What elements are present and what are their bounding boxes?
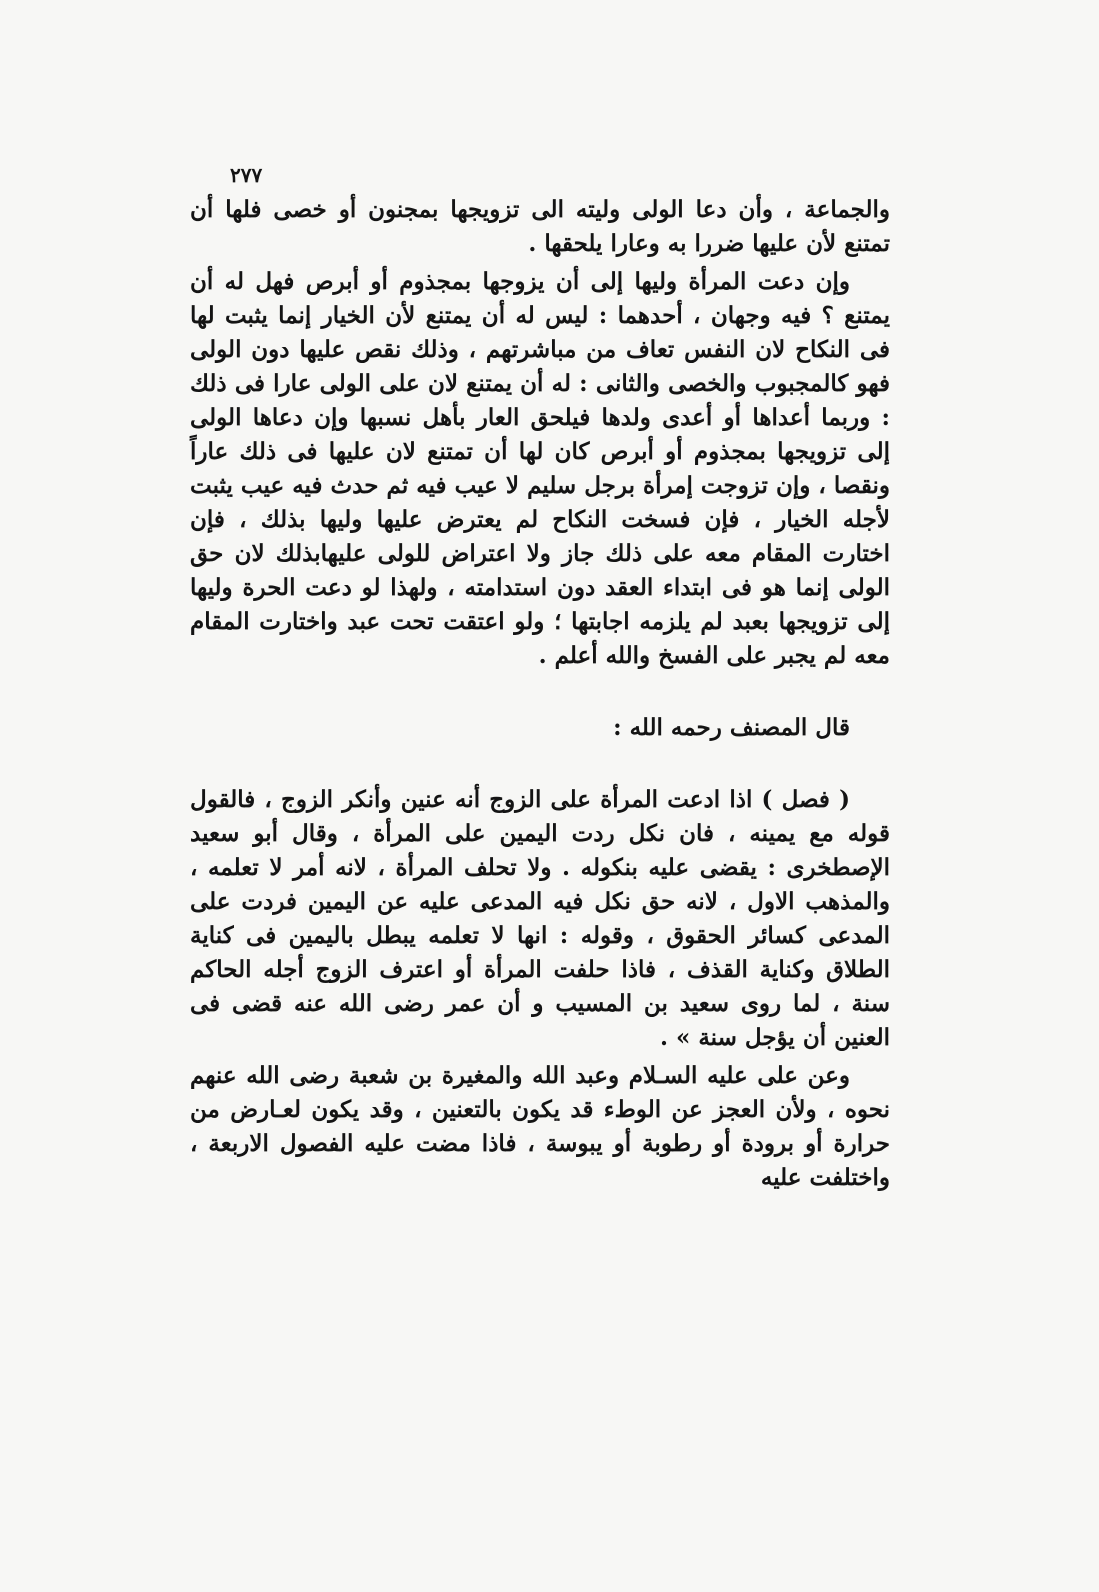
paragraph-2: وإن دعت المرأة وليها إلى أن يزوجها بمجذوم أو أبرص فهل له أن يمتنع ؟ فيه وجهان ، أحدهما : ليس له أن يمتنع لأن الخيار إنما يثبت لها فى النكاح لان النفس تعاف من مباشرتهم ، وذلك نقص عليها دون الولى فهو كالمجبوب والخصى والثانى : له أن يمتنع لان على الولى عارا فى ذلك : وربما أعداها أو أعدى ولدها فيلحق العار بأهل نسبها وإن دعاها الولى إلى تزويجها بمجذوم أو أبرص كان لها أن تمتنع لان عليها فى ذلك عاراً ونقصا ، وإن تزوجت إمرأة برجل سليم لا عيب فيه ثم حدث فيه عيب يثبت لأجله الخيار ، فإن فسخت النكاح لم يعترض عليها وليها بذلك ، فإن اختارت المقام معه على ذلك جاز ولا اعتراض للولى عليهابذلك لان حق الولى إنما هو فى ابتداء العقد دون استدامته ، ولهذا لو دعت الحرة وليها إلى تزويجها بعبد لم يلزمه اجابتها ؛ ولو اعتقت تحت عبد واختارت المقام معه لم يجبر على الفسخ والله أعلم .: [190, 268, 890, 669]
paragraph-3: ( فصل ) اذا ادعت المرأة على الزوج أنه عنين وأنكر الزوج ، فالقول قوله مع يمينه ، فان نكل ردت اليمين على المرأة ، وقال أبو سعيد الإصطخرى : يقضى عليه بنكوله . ولا تحلف المرأة ، لانه أمر لا تعلمه ، والمذهب الاول ، لانه حق نكل فيه المدعى عليه عن اليمين فردت على المدعى كسائر الحقوق ، وقوله : انها لا تعلمه يبطل باليمين فى كناية الطلاق وكناية القذف ، فاذا حلفت المرأة أو اعترف الزوج أجله الحاكم سنة ، لما روى سعيد بن المسيب و أن عمر رضى الله عنه قضى فى العنين أن يؤجل سنة » .: [190, 786, 890, 1051]
paragraph-4: وعن على عليه السـلام وعبد الله والمغيرة بن شعبة رضى الله عنهم نحوه ، ولأن العجز عن الوطء قد يكون بالتعنين ، وقد يكون لعـارض من حرارة أو برودة أو رطوبة أو يبوسة ، فاذا مضت عليه الفصول الاربعة ، واختلفت عليه: [190, 1062, 890, 1191]
page-number: ٢٧٧: [230, 163, 263, 187]
section-heading: قال المصنف رحمه الله :: [613, 714, 850, 741]
paragraph-1: والجماعة ، وأن دعا الولى وليته الى تزويجها بمجنون أو خصى فلها أن تمتنع لأن عليها ضررا به وعارا يلحقها .: [190, 196, 890, 257]
page-body: [190, 193, 890, 1195]
